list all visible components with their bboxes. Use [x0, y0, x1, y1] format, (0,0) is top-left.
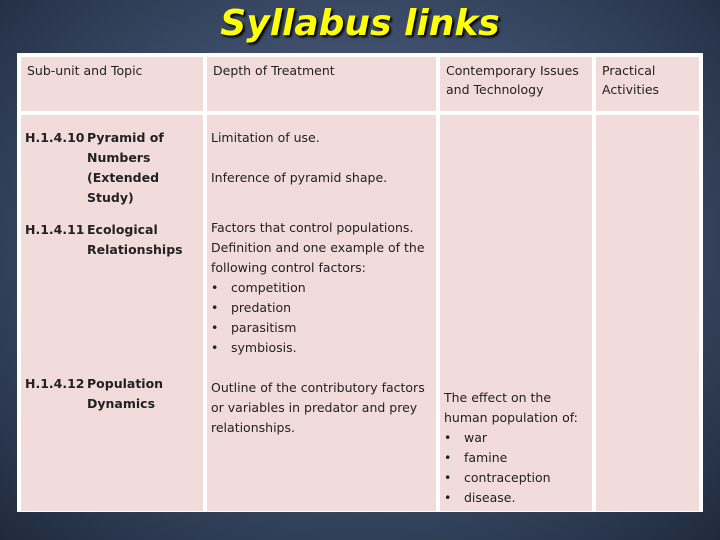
header-contemporary-issues: Contemporary Issues and Technology	[440, 57, 592, 111]
subunit-topic-cell	[21, 115, 203, 511]
human-population-effects-list	[444, 428, 588, 508]
subunit-entry	[25, 128, 199, 208]
header-subunit-topic: Sub-unit and Topic	[21, 57, 203, 111]
subunit-code: H.1.4.10	[25, 130, 85, 145]
list-item: • disease.	[444, 488, 588, 508]
subunit-entry	[25, 374, 199, 414]
slide-title: Syllabus links	[220, 3, 500, 44]
depth-entry	[211, 128, 432, 188]
depth-text: Limitation of use.	[211, 130, 320, 145]
depth-text: Inference of pyramid shape.	[211, 170, 388, 185]
contemporary-text: The effect on the human population of:	[444, 390, 578, 425]
control-factors-list	[211, 278, 432, 358]
syllabus-table	[17, 53, 703, 515]
contemporary-entry	[444, 388, 588, 508]
header-depth-of-treatment: Depth of Treatment	[207, 57, 436, 111]
subunit-topic: Pyramid of Numbers (Extended Study)	[87, 130, 164, 205]
subunit-topic: Population Dynamics	[87, 376, 164, 411]
contemporary-issues-cell	[440, 115, 592, 511]
list-item: • parasitism	[211, 318, 432, 338]
table-body-row	[21, 115, 699, 511]
depth-text: Outline of the contributory factors or variables in predator and prey relationships.	[211, 380, 425, 435]
depth-text: Definition and one example of the following control factors:	[211, 240, 425, 275]
depth-text: Factors that control populations.	[211, 220, 414, 235]
depth-entry	[211, 378, 432, 438]
subunit-code: H.1.4.11	[25, 222, 85, 237]
header-practical-activities: Practical Activities	[596, 57, 699, 111]
depth-entry	[211, 218, 432, 358]
syllabus-table-container	[17, 53, 703, 512]
practical-activities-cell	[596, 115, 699, 511]
list-item: • famine	[444, 448, 588, 468]
list-item: • predation	[211, 298, 432, 318]
list-item: • competition	[211, 278, 432, 298]
subunit-code: H.1.4.12	[25, 376, 85, 391]
list-item: • symbiosis.	[211, 338, 432, 358]
depth-of-treatment-cell	[207, 115, 436, 511]
subunit-entry	[25, 220, 199, 260]
list-item: • contraception	[444, 468, 588, 488]
subunit-topic: Ecological Relationships	[87, 222, 183, 257]
list-item: • war	[444, 428, 588, 448]
table-header-row	[21, 57, 699, 111]
